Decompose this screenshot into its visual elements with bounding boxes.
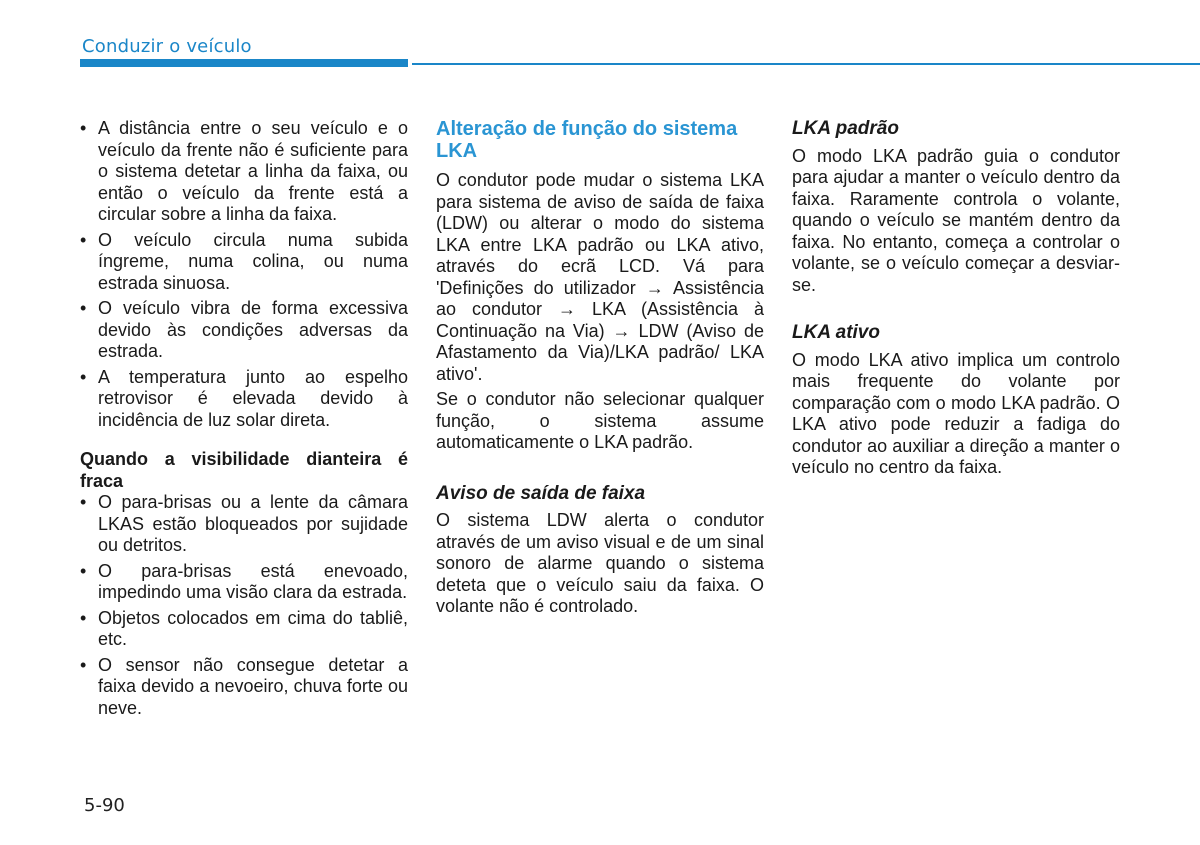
header-rule (412, 63, 1200, 65)
conditions-list (80, 118, 408, 431)
list-item: • O veículo circula numa subida íngreme, numa colina, ou numa estrada sinuosa. (80, 230, 408, 295)
ldw-paragraph: O sistema LDW alerta o condutor através de um aviso visual e de um sinal sonoro de alarme quando o sistema deteta que o veículo saiu da faixa. O volante não é controlado. (436, 510, 764, 616)
list-item: • Objetos colocados em cima do tabliê, etc. (80, 608, 408, 651)
ldw-heading: Aviso de saída de faixa (436, 482, 646, 504)
list-item: • A distância entre o seu veículo e o veículo da frente não é suficiente para o sistema detetar a linha da faixa, ou então o veículo da frente está a circular sobre a linha da faixa. (80, 118, 408, 226)
lka-function-paragraph: O condutor pode mudar o sistema LKA para sistema de aviso de saída de faixa (LDW) ou alterar o modo do sistema LKA entre LKA padrão ou LKA ativo, através do ecrã LCD. Vá para 'Definições do utilizador → Assistência ao condutor → LKA (Assistência à Continuação na Via) → LDW (Aviso de Afastamento da Via)/LKA padrão/ LKA ativo'. (436, 170, 764, 384)
list-item: • A temperatura junto ao espelho retrovisor é elevada devido à incidência de luz solar direta. (80, 367, 408, 432)
column-left (80, 118, 408, 723)
list-item: • O para-brisas ou a lente da câmara LKAS estão bloqueados por sujidade ou detritos. (80, 492, 408, 557)
column-right (792, 118, 1120, 479)
visibility-list (80, 492, 408, 719)
lka-function-title: Alteração de função do sistema LKA (436, 118, 738, 162)
column-middle (436, 118, 764, 618)
lka-default-paragraph: Se o condutor não selecionar qualquer função, o sistema assume automaticamente o LKA padrão. (436, 389, 764, 452)
list-item: • O sensor não consegue detetar a faixa devido a nevoeiro, chuva forte ou neve. (80, 655, 408, 720)
visibility-subheading: Quando a visibilidade dianteira é fraca (80, 449, 408, 491)
list-item: • O veículo vibra de forma excessiva devido às condições adversas da estrada. (80, 298, 408, 363)
list-item: • O para-brisas está enevoado, impedindo uma visão clara da estrada. (80, 561, 408, 604)
lka-standard-paragraph: O modo LKA padrão guia o condutor para ajudar a manter o veículo dentro da faixa. Raramente controla o volante, quando o veículo se mantém dentro da faixa. No entanto, começa a controlar o volante, se o veículo começar a desviar-se. (792, 145, 1120, 295)
lka-active-heading: LKA ativo (792, 322, 880, 343)
lka-standard-heading: LKA padrão (792, 118, 899, 139)
section-title: Conduzir o veículo (82, 36, 252, 57)
page-number: 5-90 (84, 795, 125, 816)
lka-active-paragraph: O modo LKA ativo implica um controlo mais frequente do volante por comparação com o modo LKA padrão. O LKA ativo pode reduzir a fadiga do condutor ao auxiliar a direção a manter o veículo no centro da faixa. (792, 349, 1120, 477)
header-accent-bar (80, 59, 408, 67)
